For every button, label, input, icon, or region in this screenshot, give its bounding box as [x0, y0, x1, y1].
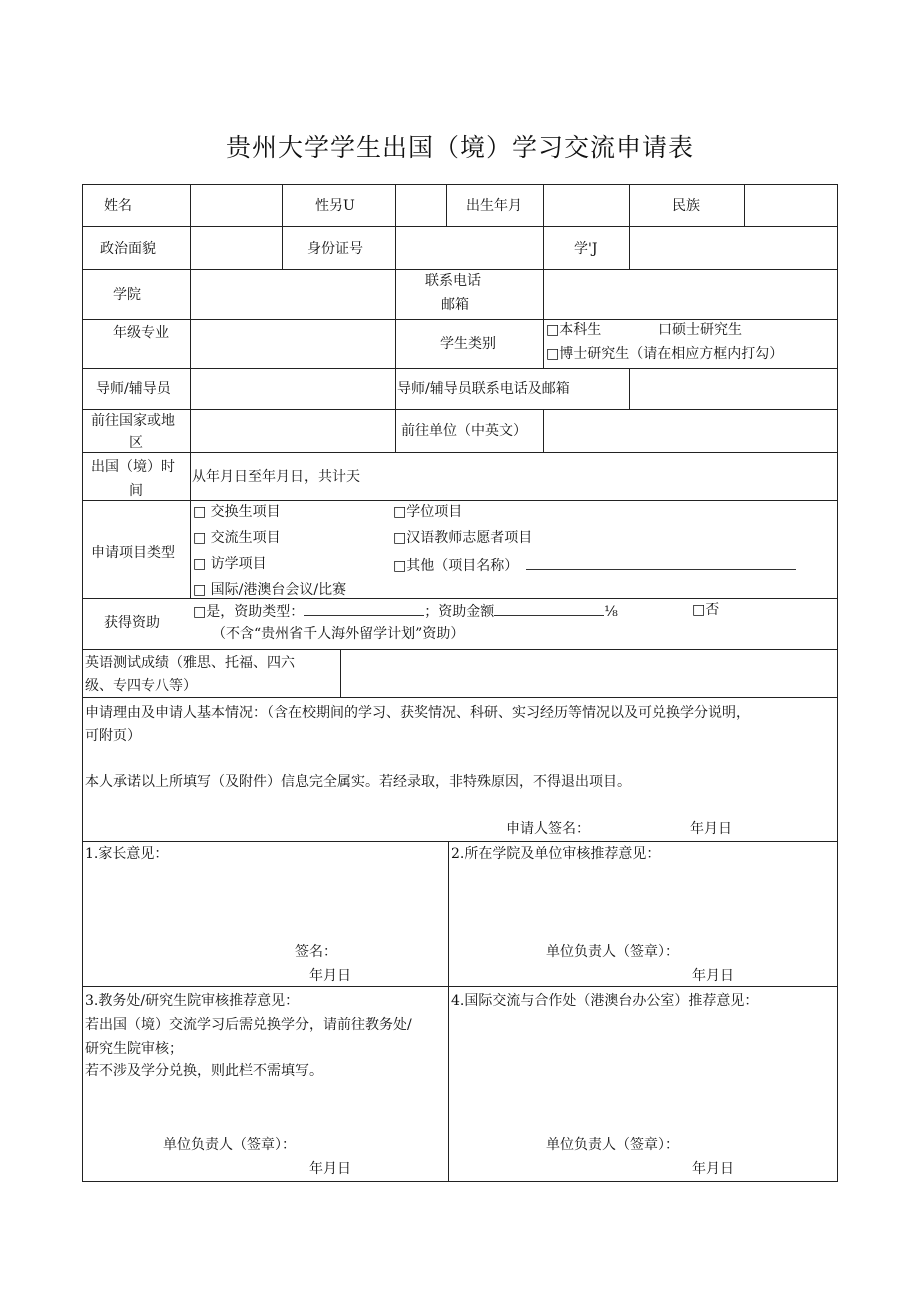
checkbox-phd[interactable]: □博士研究生（请在相应方框内打勾） — [546, 346, 784, 362]
rule — [340, 649, 341, 698]
funding-line — [193, 601, 618, 621]
other-name-input[interactable] — [526, 555, 796, 570]
reason-prompt: 申请理由及申请人基本情况：（含在校期间的学习、获奖情况、科研、实习经历等情况以及可兑换学分说明， — [85, 705, 750, 721]
rule — [629, 184, 630, 270]
college-date: 年月日 — [692, 968, 734, 984]
label-name: 姓名 — [104, 198, 132, 214]
college-unit-sign: 单位负责人（签章）： — [546, 944, 679, 960]
rule — [448, 841, 449, 1182]
checkbox-conference[interactable]: □ 国际/港澳台会议/比赛 — [193, 582, 347, 598]
academic-opinion-label: 3.教务处/研究生院审核推荐意见： — [85, 993, 300, 1009]
label-funding: 获得资助 — [104, 615, 160, 631]
checkbox-communication[interactable]: □ 交流生项目 — [193, 530, 281, 546]
checkbox-degree[interactable]: □学位项目 — [393, 504, 463, 520]
rule — [543, 184, 544, 369]
intl-opinion-label: 4.国际交流与合作处（港澳台办公室）推荐意见： — [451, 993, 759, 1009]
promise-text: 本人承诺以上所填写（及附件）信息完全属实。若经录取，非特殊原因，不得退出项目。 — [85, 774, 631, 790]
checkbox-undergrad[interactable]: □本科生 — [546, 322, 602, 338]
fund-type-input[interactable] — [304, 601, 424, 616]
label-political: 政治面貌 — [100, 241, 156, 257]
label-english-2: 级、专四专八等） — [85, 678, 197, 694]
label-host-unit: 前往单位（中英文） — [401, 423, 527, 439]
rule — [82, 226, 838, 227]
border-top — [82, 184, 838, 185]
label-project-type: 申请项目类型 — [91, 545, 175, 561]
applicant-sign-label: 申请人签名： — [506, 821, 590, 837]
rule — [82, 500, 838, 501]
fund-amount-input[interactable] — [494, 601, 604, 616]
border-left — [82, 184, 83, 1182]
label-phone: 联系电话 — [425, 273, 481, 289]
fund-unit: ⅛ — [604, 604, 618, 620]
college-opinion-label: 2.所在学院及单位审核推荐意见： — [451, 846, 661, 862]
checkbox-chinese-teacher[interactable]: □汉语教师志愿者项目 — [393, 530, 533, 546]
time-value: 从年月日至年月日，共计天 — [192, 469, 360, 485]
form-title: 贵州大学学生出国（境）学习交流申请表 — [225, 133, 694, 162]
label-college: 学院 — [113, 287, 141, 303]
parent-opinion-label: 1.家长意见： — [85, 846, 169, 862]
label-ethnicity: 民族 — [672, 198, 700, 214]
rule — [190, 184, 191, 599]
label-email: 邮箱 — [441, 297, 469, 313]
rule — [82, 841, 838, 842]
label-advisor-contact: 导师/辅导员联系电话及邮箱 — [397, 381, 570, 397]
rule — [543, 409, 544, 453]
rule — [82, 269, 838, 270]
border-bottom — [82, 1181, 838, 1182]
rule — [446, 184, 447, 227]
checkbox-other-label: □其他（项目名称） — [393, 558, 519, 574]
checkbox-other[interactable] — [393, 555, 796, 575]
rule — [282, 184, 283, 270]
label-destination: 前往国家或地 — [91, 413, 175, 429]
checkbox-fund-yes[interactable]: □是，资助类型： — [193, 604, 305, 620]
academic-note-1: 若出国（境）交流学习后需兑换学分，请前往教务处/ — [85, 1017, 412, 1033]
rule — [82, 368, 838, 369]
academic-date: 年月日 — [309, 1161, 351, 1177]
label-student-id: 学'J — [574, 241, 598, 257]
rule — [82, 452, 838, 453]
rule — [629, 368, 630, 410]
label-time-2: 间 — [129, 483, 143, 499]
checkbox-visit[interactable]: □ 访学项目 — [193, 556, 267, 572]
parent-date: 年月日 — [309, 968, 351, 984]
checkbox-fund-no[interactable]: □否 — [692, 602, 720, 618]
rule — [82, 986, 838, 987]
fund-amount-label: ；资助金额 — [424, 604, 495, 620]
label-english: 英语测试成绩（雅思、托福、四六 — [85, 655, 295, 671]
label-advisor: 导师/辅导员 — [96, 381, 171, 397]
label-destination-2: 区 — [129, 435, 143, 451]
parent-sign-label: 签名： — [295, 944, 337, 960]
rule — [395, 184, 396, 452]
rule — [744, 184, 745, 227]
reason-prompt-2: 可附页） — [85, 728, 141, 744]
label-student-type: 学生类别 — [440, 336, 496, 352]
applicant-date: 年月日 — [690, 821, 732, 837]
label-time: 出国（境）时 — [91, 459, 175, 475]
rule — [82, 319, 838, 320]
label-id-number: 身份证号 — [307, 241, 363, 257]
rule — [82, 649, 838, 650]
intl-unit-sign: 单位负责人（签章）： — [546, 1137, 679, 1153]
checkbox-master[interactable]: 口硕士研究生 — [658, 322, 742, 338]
checkbox-exchange[interactable]: □ 交换生项目 — [193, 504, 281, 520]
academic-unit-sign: 单位负责人（签章）： — [163, 1137, 296, 1153]
academic-note-3: 若不涉及学分兑换，则此栏不需填写。 — [85, 1063, 323, 1079]
label-gender: 性另U — [315, 198, 355, 214]
label-grade-major: 年级专业 — [113, 325, 169, 341]
fund-note: （不含“贵州省千人海外留学计划”资助） — [212, 626, 465, 642]
border-right — [837, 184, 838, 1182]
intl-date: 年月日 — [692, 1161, 734, 1177]
rule — [82, 409, 838, 410]
label-birth: 出生年月 — [466, 198, 522, 214]
academic-note-2: 研究生院审核； — [85, 1041, 183, 1057]
rule — [82, 697, 838, 698]
